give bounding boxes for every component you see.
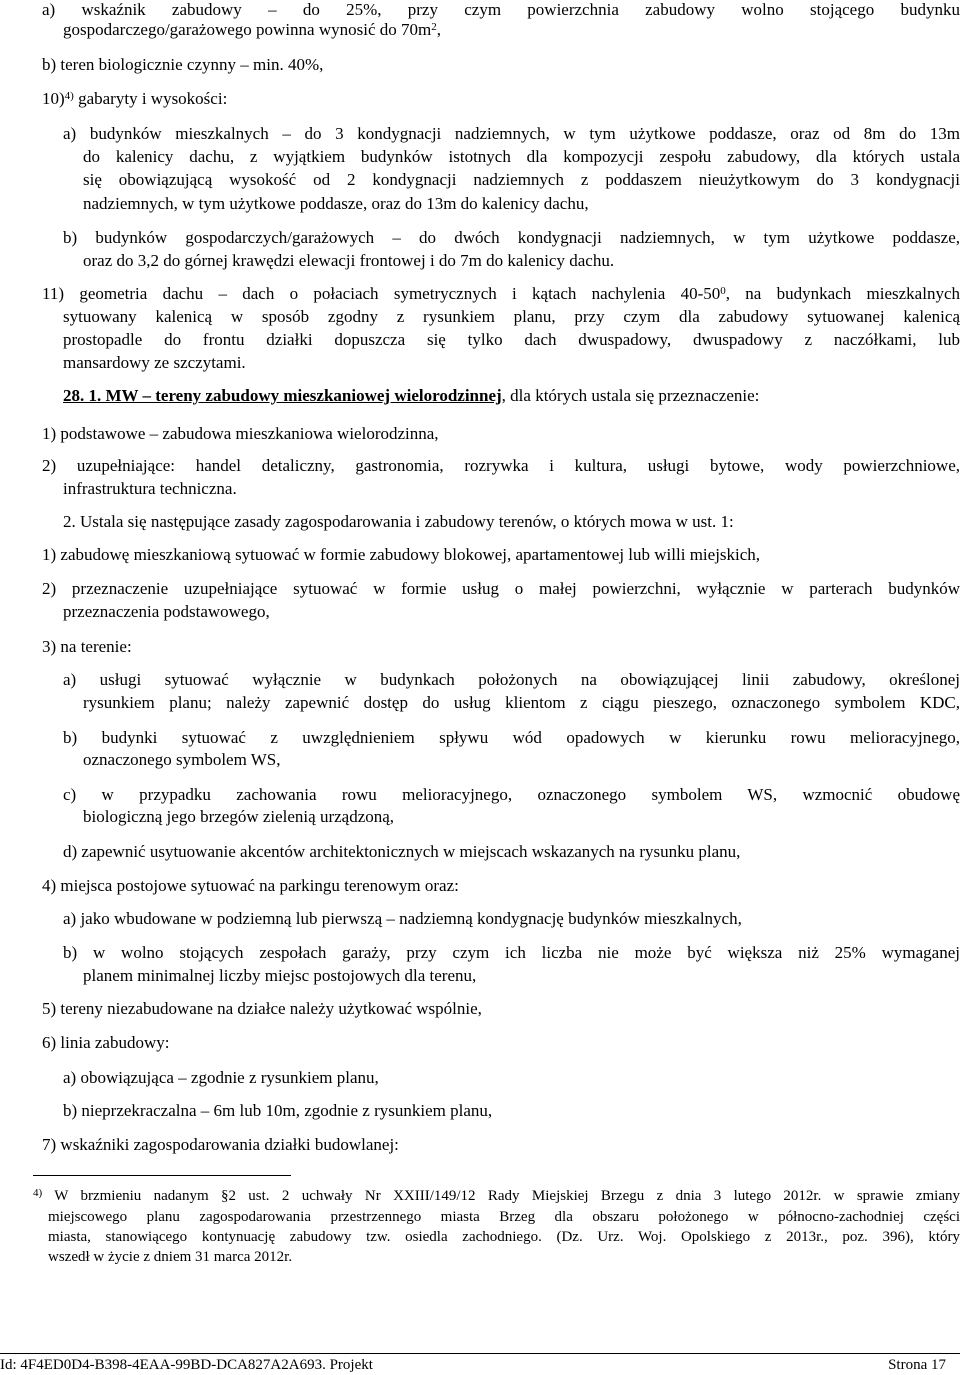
page-number: Strona 17: [888, 1357, 946, 1373]
text-line: b) nieprzekraczalna – 6m lub 10m, zgodnie z rysunkiem planu,: [63, 1101, 493, 1120]
text-line: b) budynków gospodarczych/garażowych – do dwóch kondygnacji nadziemnych, w tym użytkowe poddasze,: [63, 228, 960, 247]
text-line: d) zapewnić usytuowanie akcentów architektonicznych w miejscach wskazanych na rysunku planu,: [63, 842, 741, 861]
text-line: 4) miejsca postojowe sytuować na parkingu terenowym oraz:: [42, 876, 459, 895]
text-line: b) w wolno stojących zespołach garaży, przy czym ich liczba nie może być większa niż 25% wymaganej: [63, 943, 960, 962]
text-line: biologiczną jego brzegów zielenią urządzoną,: [83, 807, 395, 826]
footnote-separator: [33, 1175, 291, 1176]
text-line: się obowiązującą wysokość od 2 kondygnacji nadziemnych z poddaszem nieużytkowym do 3 kondygnacji: [83, 170, 960, 189]
text-line: 1) zabudowę mieszkaniową sytuować w formie zabudowy blokowej, apartamentowej lub willi miejskich,: [42, 545, 761, 564]
text-line: planem minimalnej liczby miejsc postojowych dla terenu,: [83, 966, 477, 985]
text-line: nadziemnych, w tym użytkowe poddasze, oraz do 13m do kalenicy dachu,: [83, 194, 589, 213]
footnote-line: $^{4)}$ W brzmieniu nadanym §2 ust. 2 uchwały Nr XXIII/149/12 Rady Miejskiej Brzegu z dnia 3 lutego 2012r. w sprawie zmiany: [33, 1187, 960, 1204]
text-line: 1) podstawowe – zabudowa mieszkaniowa wielorodzinna,: [42, 424, 439, 443]
text-line: b) teren biologicznie czynny – min. 40%,: [42, 55, 324, 74]
footnote-line: miasta, stanowiącego kontynuację zabudowy tzw. osiedla zachodniego. (Dz. Urz. Woj. Opolskiego z 2013r., poz. 396), który: [48, 1229, 960, 1245]
text-line: a) wskaźnik zabudowy – do 25%, przy czym powierzchnia zabudowy wolno stojącego budynku: [42, 0, 960, 19]
text-line: a) usługi sytuować wyłącznie w budynkach położonych na obowiązującej linii zabudowy, określonej: [63, 670, 960, 689]
text-line: przeznaczenia podstawowego,: [63, 602, 270, 621]
text-line: sytuowany kalenicą w sposób zgodny z rysunkiem planu, przy czym dla zabudowy sytuowanej kalenicą: [63, 307, 960, 326]
text-line: prostopadle do frontu działki dopuszcza się tylko dach dwuspadowy, dwuspadowy z naczółkami, lub: [63, 330, 960, 349]
text-line: 11) geometria dachu – dach o połaciach symetrycznych i kątach nachylenia $40-50^0$, na budynkach mieszkalnych: [42, 284, 960, 303]
text-line: 2) uzupełniające: handel detaliczny, gastronomia, rozrywka i kultura, usługi bytowe, wody powierzchniowe,: [42, 456, 960, 475]
text-line: 5) tereny niezabudowane na działce należy użytkować wspólnie,: [42, 999, 482, 1018]
text-line: 6) linia zabudowy:: [42, 1033, 170, 1052]
text-line: rysunkiem planu; należy zapewnić dostęp do usług klientom z ciągu pieszego, oznaczonego symbolem KDC,: [83, 693, 960, 712]
text-line: gospodarczego/garażowego powinna wynosić do $70m^2$,: [63, 20, 441, 39]
footer-rule: [0, 1353, 960, 1354]
footnote-line: miejscowego planu zagospodarowania przestrzennego miasta Brzeg dla obszaru położonego w północno-zachodniej części: [48, 1209, 960, 1225]
text-line: a) jako wbudowane w podziemną lub pierwszą – nadziemną kondygnację budynków mieszkalnych,: [63, 909, 742, 928]
text-line: do kalenicy dachu, z wyjątkiem budynków istotnych dla kompozycji zespołu zabudowy, dla których ustala: [83, 147, 960, 166]
text-line: a) budynków mieszkalnych – do 3 kondygnacji nadziemnych, w tym użytkowe poddasze, oraz od 8m do 13m: [63, 124, 960, 143]
text-line: mansardowy ze szczytami.: [63, 353, 246, 372]
text-line: infrastruktura techniczna.: [63, 479, 237, 498]
text-line: 3) na terenie:: [42, 637, 132, 656]
text-line: a) obowiązująca – zgodnie z rysunkiem planu,: [63, 1068, 379, 1087]
text-line: c) w przypadku zachowania rowu melioracyjnego, oznaczonego symbolem WS, wzmocnić obudowę: [63, 785, 960, 804]
document-id: Id: 4F4ED0D4-B398-4EAA-99BD-DCA827A2A693. Projekt: [0, 1357, 373, 1373]
text-line: 2) przeznaczenie uzupełniające sytuować w formie usług o małej powierzchni, wyłącznie w parterach budynków: [42, 579, 960, 598]
text-line: oraz do 3,2 do górnej krawędzi elewacji frontowej i do 7m do kalenicy dachu.: [83, 251, 615, 270]
text-line: 2. Ustala się następujące zasady zagospodarowania i zabudowy terenów, o których mowa w ust. 1:: [63, 512, 734, 531]
text-line: b) budynki sytuować z uwzględnieniem spływu wód opadowych w kierunku rowu melioracyjnego,: [63, 728, 960, 747]
text-line: oznaczonego symbolem WS,: [83, 750, 281, 769]
section-heading: 10)$^{4)}$ gabaryty i wysokości:: [42, 89, 228, 108]
section-title: 28. 1. MW – tereny zabudowy mieszkaniowej wielorodzinnej, dla których ustala się przeznaczenie:: [63, 386, 760, 405]
text-line: 7) wskaźniki zagospodarowania działki budowlanej:: [42, 1135, 399, 1154]
footnote-line: wszedł w życie z dniem 31 marca 2012r.: [48, 1249, 293, 1265]
